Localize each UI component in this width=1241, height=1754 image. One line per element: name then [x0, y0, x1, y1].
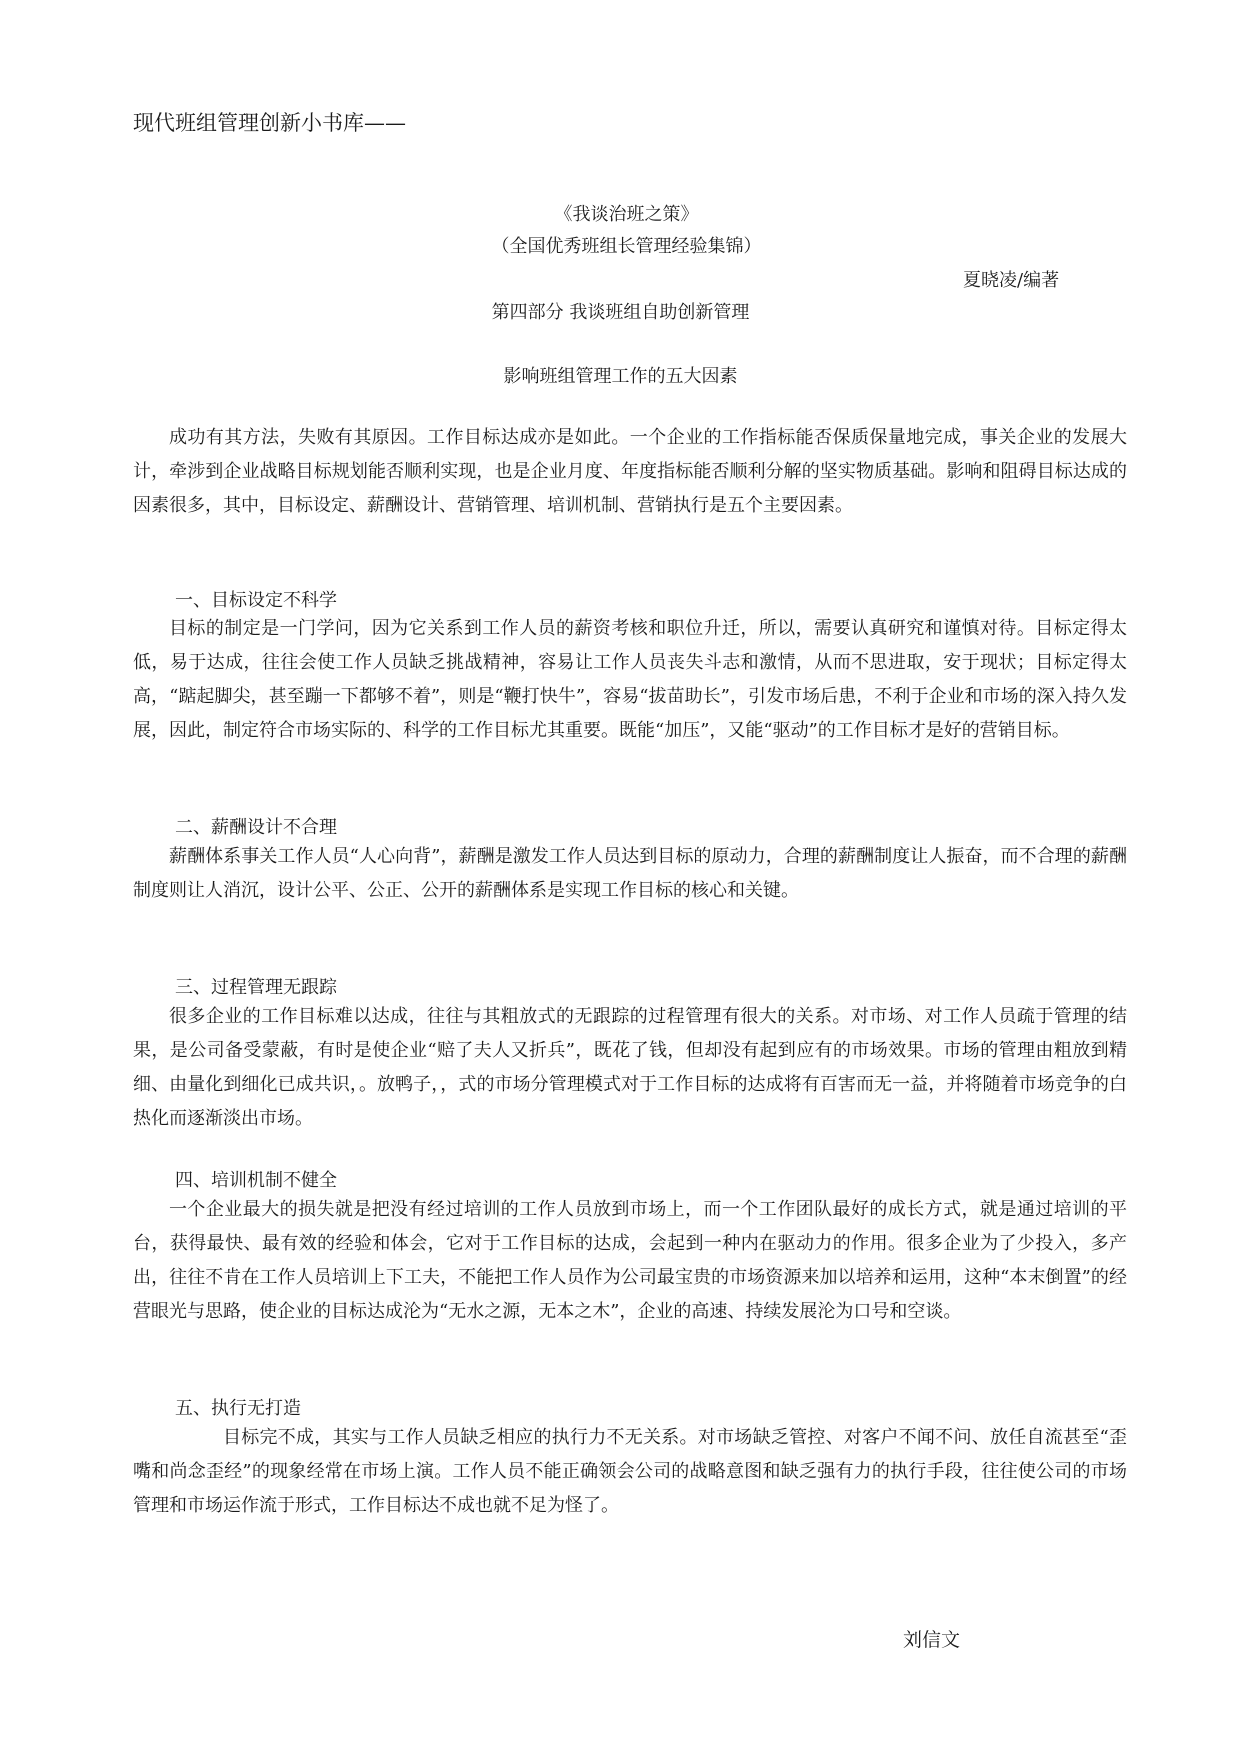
- section-body-5: 目标完不成，其实与工作人员缺乏相应的执行力不无关系。对市场缺乏管控、对客户不闻不问、放任自流甚至“歪嘴和尚念歪经”的现象经常在市场上演。工作人员不能正确领会公司的战略意图和缺乏强有力的执行手段，往往使公司的市场管理和市场运作流于形式，工作目标达不成也就不足为怪了。: [133, 1427, 1127, 1516]
- author-credit: 夏晓凌/编著: [963, 270, 1060, 291]
- section-heading-4: 四、培训机制不健全: [175, 1170, 337, 1191]
- book-title: 《我谈治班之策》: [554, 204, 699, 225]
- section-heading-5: 五、执行无打造: [175, 1398, 301, 1419]
- section-heading-1: 一、目标设定不科学: [175, 590, 337, 611]
- section-heading-2: 二、薪酬设计不合理: [175, 817, 337, 838]
- section-body-4: 一个企业最大的损失就是把没有经过培训的工作人员放到市场上，而一个工作团队最好的成长方式，就是通过培训的平台，获得最快、最有效的经验和体会，它对于工作目标的达成，会起到一种内在驱动力的作用。很多企业为了少投入，多产出，往往不肯在工作人员培训上下工夫，不能把工作人员作为公司最宝贵的市场资源来加以培养和运用，这种“本末倒置”的经营眼光与思路，使企业的目标达成沦为“无水之源，无本之木”，企业的高速、持续发展沦为口号和空谈。: [133, 1199, 1127, 1322]
- section-body-2: 薪酬体系事关工作人员“人心向背”，薪酬是激发工作人员达到目标的原动力，合理的薪酬制度让人振奋，而不合理的薪酬制度则让人消沉，设计公平、公正、公开的薪酬体系是实现工作目标的核心和关键。: [133, 846, 1127, 901]
- section-body-1: 目标的制定是一门学问，因为它关系到工作人员的薪资考核和职位升迁，所以，需要认真研究和谨慎对待。目标定得太低，易于达成，往往会使工作人员缺乏挑战精神，容易让工作人员丧失斗志和激情，从而不思进取，安于现状；目标定得太高，“踮起脚尖，甚至蹦一下都够不着”，则是“鞭打快牛”，容易“拔苗助长”，引发市场后患，不利于企业和市场的深入持久发展，因此，制定符合市场实际的、科学的工作目标尤其重要。既能“加压”，又能“驱动”的工作目标才是好的营销目标。: [133, 618, 1127, 741]
- intro-paragraph: 成功有其方法，失败有其原因。工作目标达成亦是如此。一个企业的工作指标能否保质保量地完成，事关企业的发展大计，牵涉到企业战略目标规划能否顺利实现，也是企业月度、年度指标能否顺利分解的坚实物质基础。影响和阻碍目标达成的因素很多，其中，目标设定、薪酬设计、营销管理、培训机制、营销执行是五个主要因素。: [133, 427, 1127, 516]
- article-title: 影响班组管理工作的五大因素: [503, 366, 738, 387]
- section-body-3: 很多企业的工作目标难以达成，往往与其粗放式的无跟踪的过程管理有很大的关系。对市场、对工作人员疏于管理的结果，是公司备受蒙蔽，有时是使企业“赔了夫人又折兵”，既花了钱，但却没有起到应有的市场效果。市场的管理由粗放到精细、由量化到细化已成共识，。放鸭子，，式的市场分管理模式对于工作目标的达成将有百害而无一益，并将随着市场竞争的白热化而逐渐淡出市场。: [133, 1006, 1127, 1129]
- book-subtitle: （全国优秀班组长管理经验集锦）: [491, 236, 762, 257]
- signature: 刘信文: [903, 1629, 961, 1651]
- section-heading-3: 三、过程管理无跟踪: [175, 977, 337, 998]
- series-title: 现代班组管理创新小书库——: [133, 111, 406, 135]
- part-title: 第四部分 我谈班组自助创新管理: [491, 302, 750, 323]
